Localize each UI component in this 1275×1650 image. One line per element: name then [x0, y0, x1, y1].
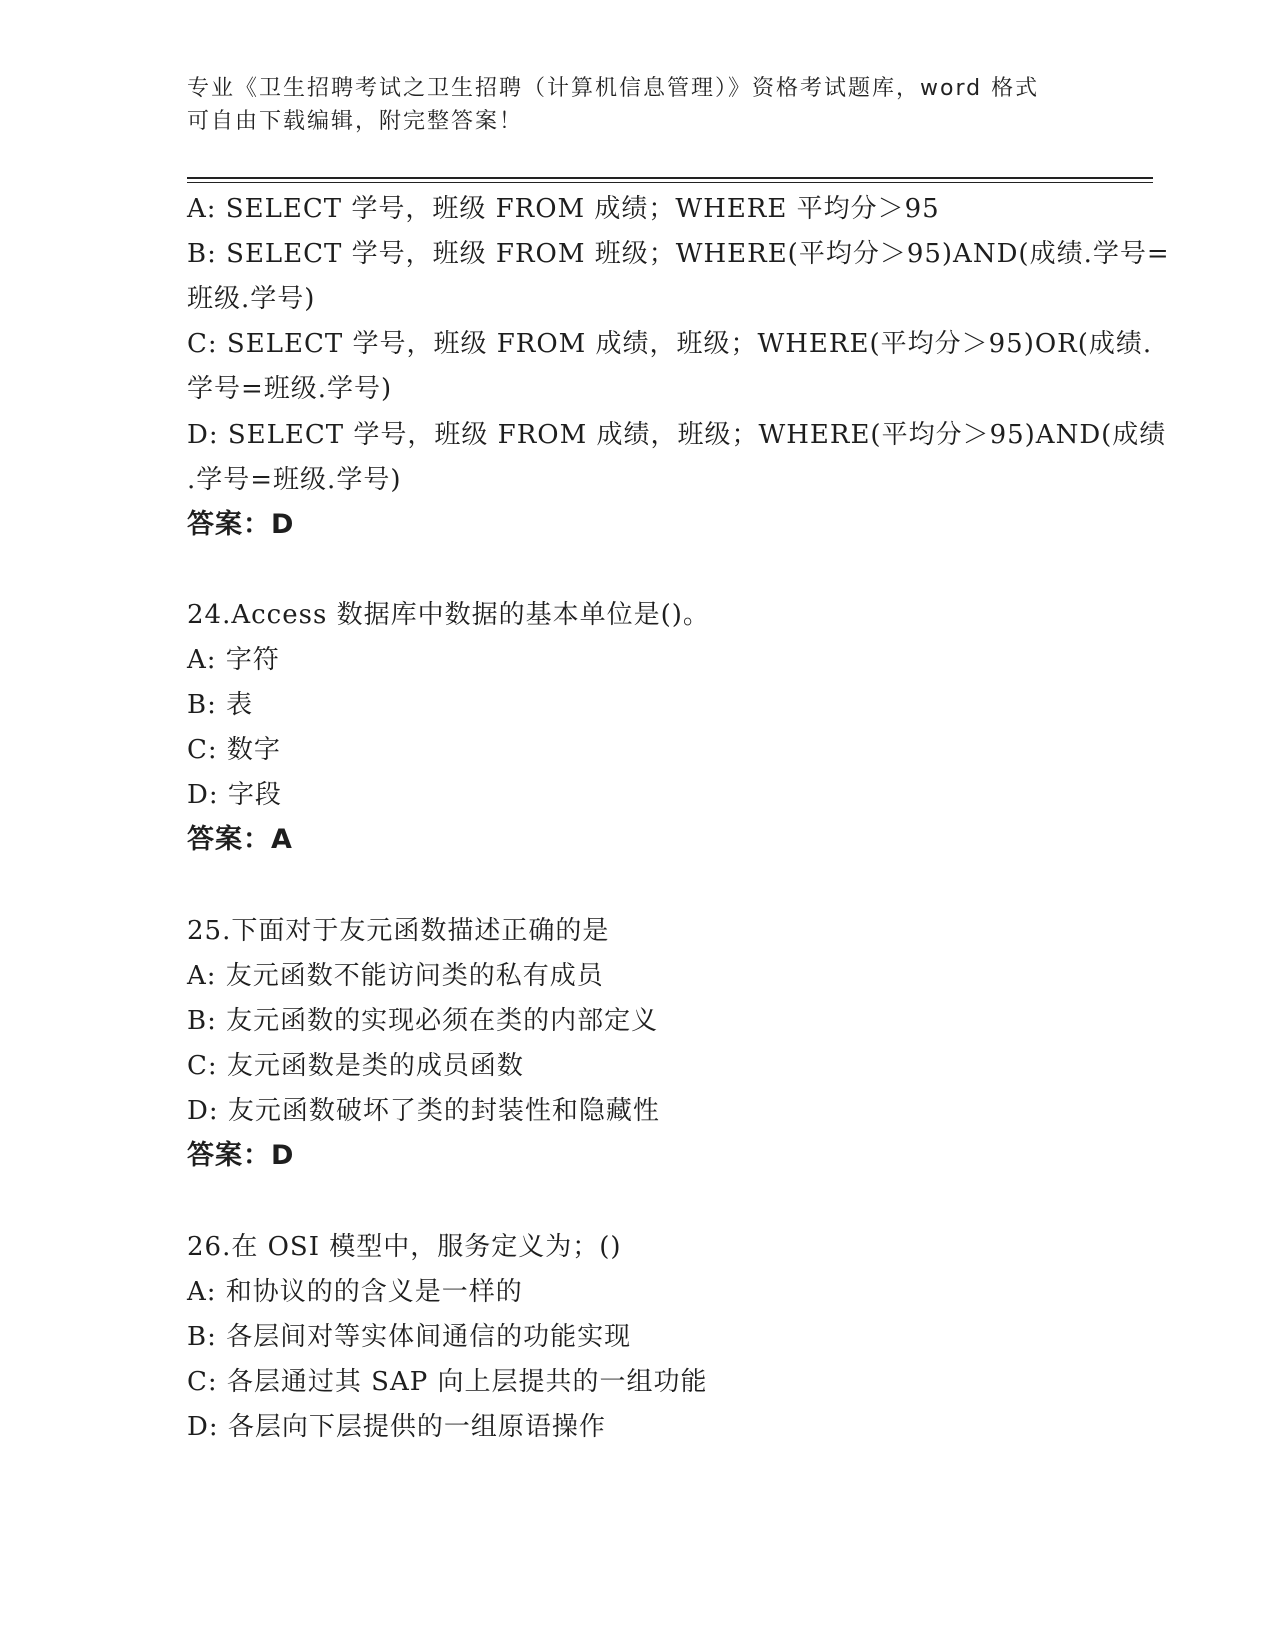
q26-option-a: A: 和协议的的含义是一样的 — [187, 1277, 523, 1307]
header-line-2: 可自由下载编辑，附完整答案！ — [187, 109, 524, 134]
q25-option-c: C: 友元函数是类的成员函数 — [187, 1051, 524, 1081]
q23-option-a: A: SELECT 学号，班级 FROM 成绩；WHERE 平均分＞95 — [187, 194, 940, 224]
q26-option-b: B: 各层间对等实体间通信的功能实现 — [187, 1322, 632, 1352]
q24-option-d: D: 字段 — [187, 780, 282, 810]
q24-option-b: B: 表 — [187, 690, 254, 720]
q23-answer: 答案：D — [187, 509, 295, 540]
q23-option-d-line2: .学号=班级.学号) — [187, 465, 402, 495]
q24-option-a: A: 字符 — [187, 645, 280, 675]
q25-answer: 答案：D — [187, 1140, 295, 1171]
q25-option-b: B: 友元函数的实现必须在类的内部定义 — [187, 1006, 659, 1036]
header-rule-thin — [187, 182, 1153, 183]
q25-option-a: A: 友元函数不能访问类的私有成员 — [187, 961, 604, 991]
q24-answer: 答案：A — [187, 824, 293, 855]
q26-option-d: D: 各层向下层提供的一组原语操作 — [187, 1412, 606, 1442]
q23-option-c-line1: C: SELECT 学号，班级 FROM 成绩，班级；WHERE(平均分＞95)OR(成绩. — [187, 329, 1153, 359]
q25-option-d: D: 友元函数破坏了类的封装性和隐藏性 — [187, 1096, 660, 1126]
q25-question: 25.下面对于友元函数描述正确的是 — [187, 916, 610, 946]
q26-question: 26.在 OSI 模型中，服务定义为；() — [187, 1232, 622, 1262]
q26-option-c: C: 各层通过其 SAP 向上层提共的一组功能 — [187, 1367, 708, 1397]
document-header — [187, 72, 1067, 138]
q23-option-b-line1: B: SELECT 学号，班级 FROM 班级；WHERE(平均分＞95)AND(成绩.学号= — [187, 239, 1170, 269]
q24-option-c: C: 数字 — [187, 735, 281, 765]
q24-question: 24.Access 数据库中数据的基本单位是()。 — [187, 600, 710, 630]
q23-option-b-line2: 班级.学号) — [187, 284, 316, 314]
q23-option-c-line2: 学号=班级.学号) — [187, 374, 393, 404]
q23-option-d-line1: D: SELECT 学号，班级 FROM 成绩，班级；WHERE(平均分＞95)AND(成绩 — [187, 420, 1167, 450]
header-line-1: 专业《卫生招聘考试之卫生招聘（计算机信息管理）》资格考试题库，word 格式 — [187, 76, 1040, 101]
header-rule-thick — [187, 177, 1153, 179]
